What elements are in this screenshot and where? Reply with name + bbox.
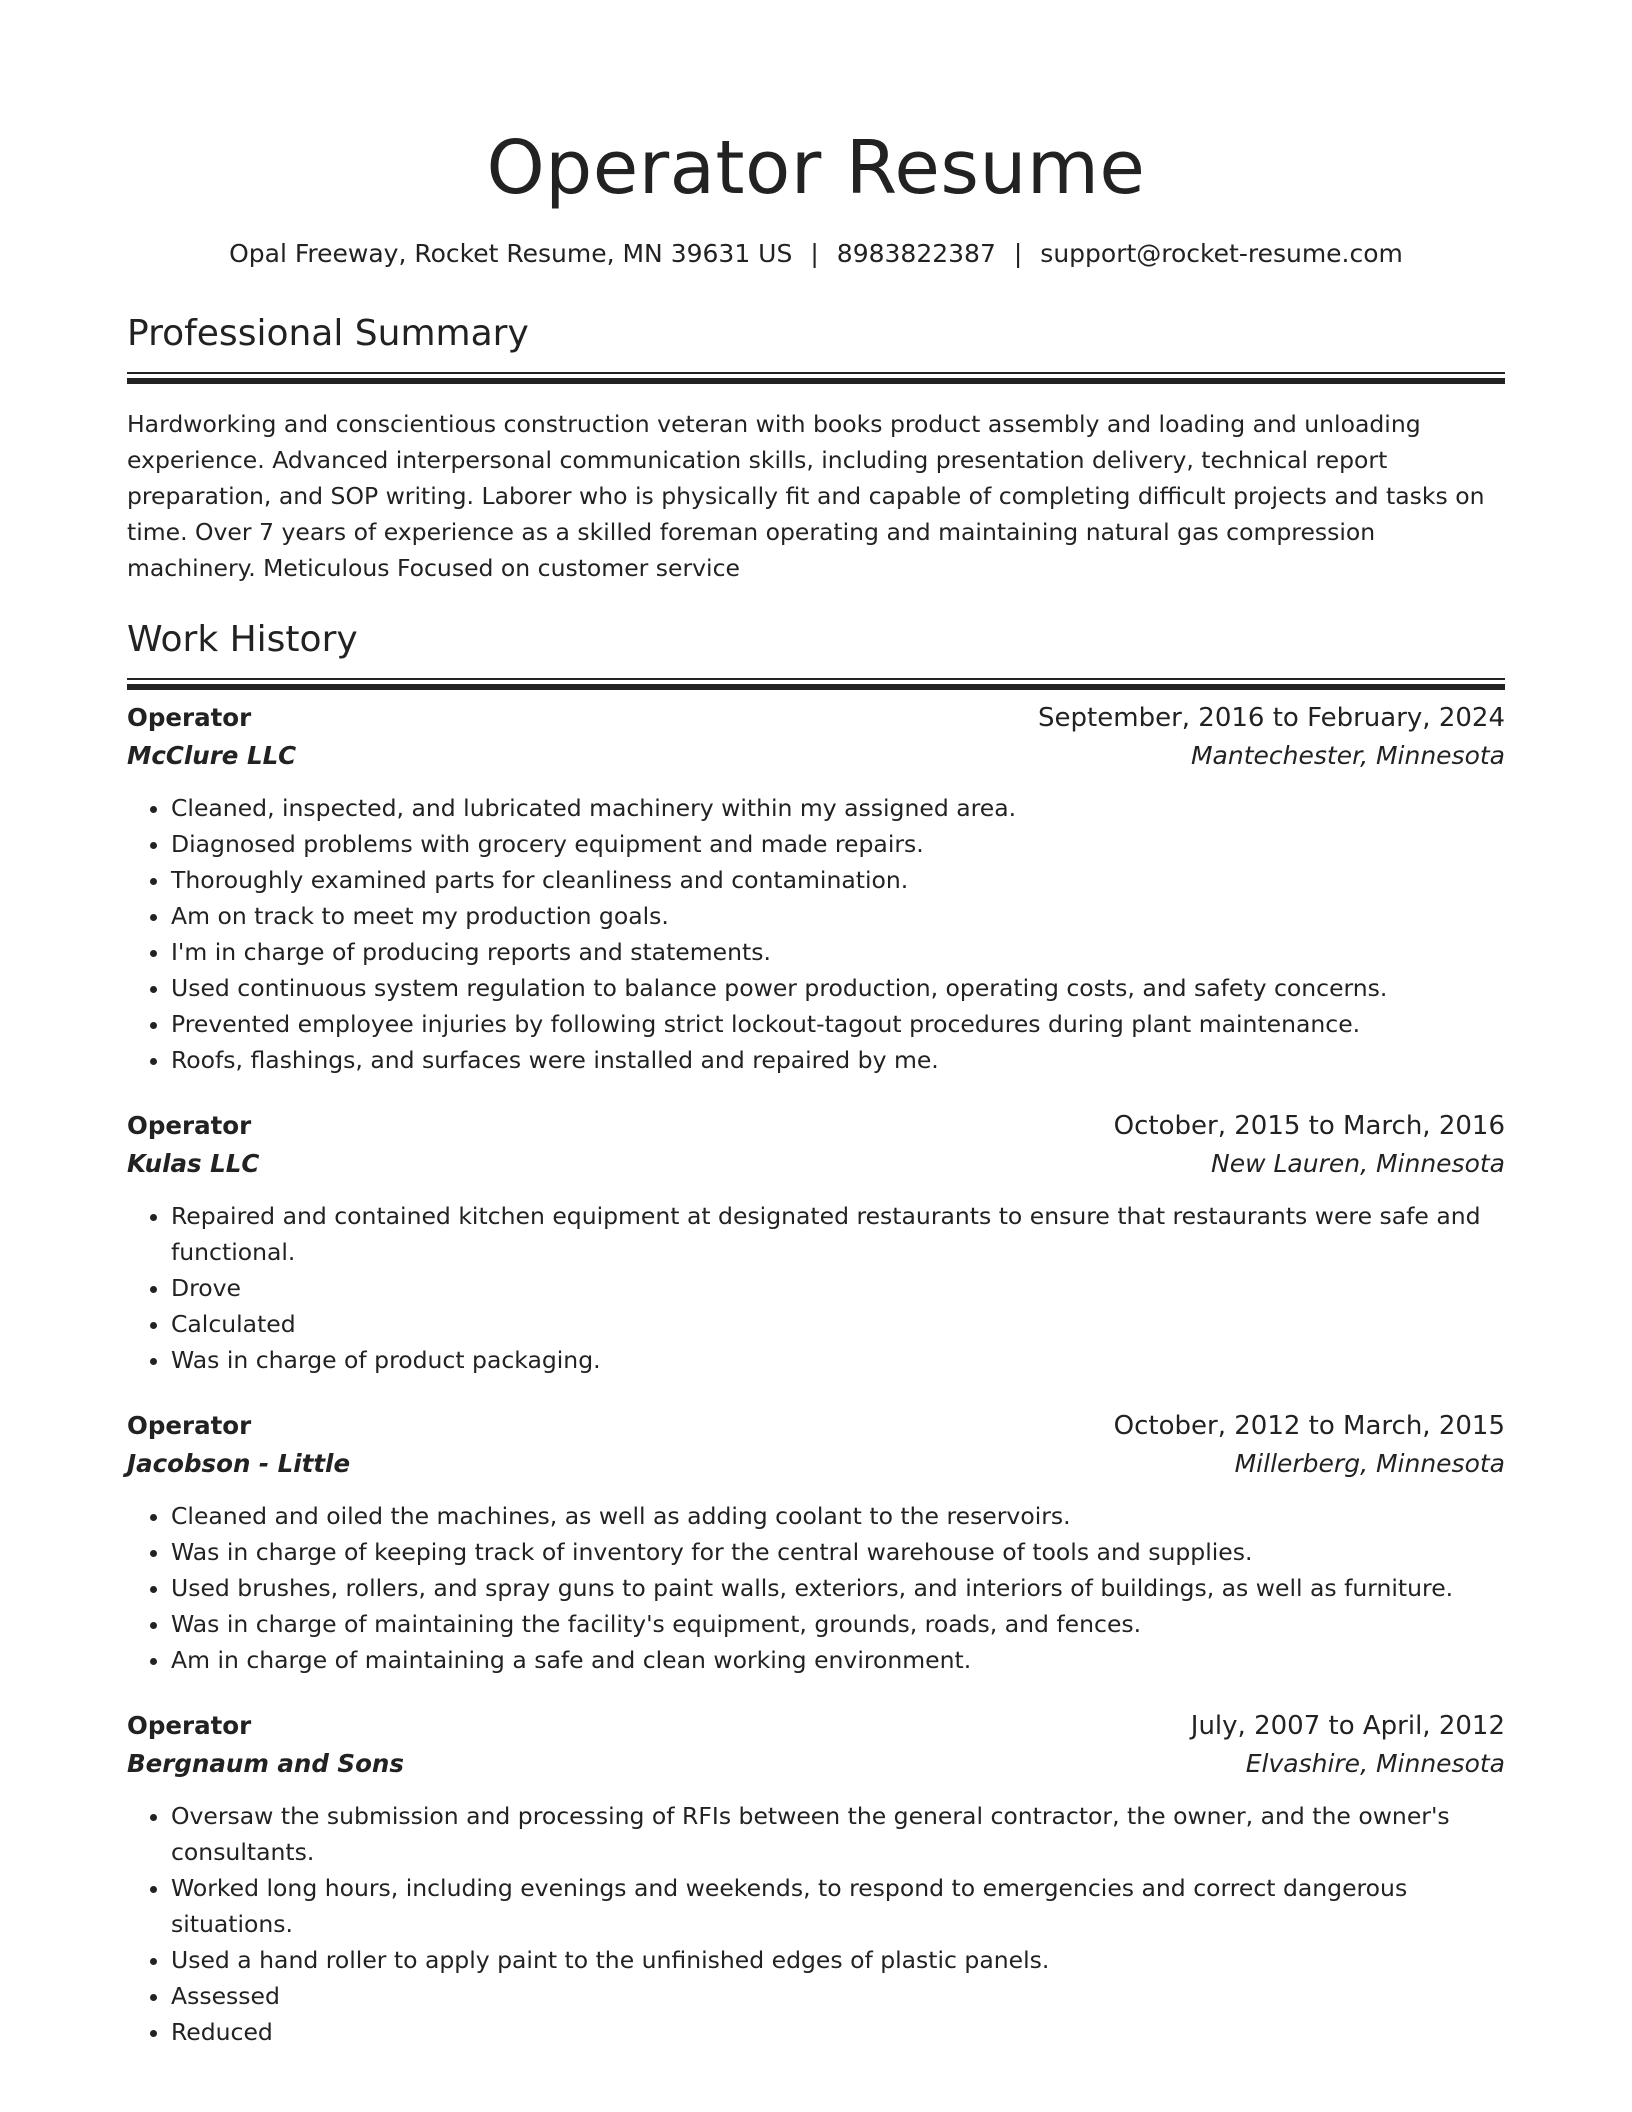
job-title: Operator xyxy=(127,1411,252,1440)
section-heading-work: Work History xyxy=(127,619,358,660)
list-item: • Am in charge of maintaining a safe and clean working environment. xyxy=(171,1642,1505,1678)
job-title: Operator xyxy=(127,703,252,732)
contact-separator: | xyxy=(1013,239,1023,268)
job-dates: October, 2012 to March, 2015 xyxy=(1113,1411,1505,1441)
job-location: Elvashire, Minnesota xyxy=(1245,1749,1505,1778)
job-location: New Lauren, Minnesota xyxy=(1211,1149,1505,1178)
contact-separator: | xyxy=(810,239,819,268)
list-item: • Diagnosed problems with grocery equipment and made repairs. xyxy=(171,826,1505,862)
job-entry xyxy=(127,1708,1505,2050)
job-bullets xyxy=(127,1798,1505,2050)
job-dates: July, 2007 to April, 2012 xyxy=(1190,1711,1505,1741)
job-bullets xyxy=(127,1498,1505,1678)
list-item: • Cleaned, inspected, and lubricated machinery within my assigned area. xyxy=(171,790,1505,826)
list-item: • Calculated xyxy=(171,1306,1505,1342)
list-item: • Prevented employee injuries by following strict lockout-tagout procedures during plant maintenance. xyxy=(171,1006,1505,1042)
job-location: Mantechester, Minnesota xyxy=(1190,741,1505,770)
job-entry xyxy=(127,1108,1505,1378)
professional-summary-section xyxy=(127,310,1505,586)
list-item: • Am on track to meet my production goals. xyxy=(171,898,1505,934)
section-divider xyxy=(127,372,1505,374)
job-company: Bergnaum and Sons xyxy=(127,1749,404,1778)
list-item: • Used a hand roller to apply paint to the unfinished edges of plastic panels. xyxy=(171,1942,1505,1978)
job-company: McClure LLC xyxy=(127,741,297,770)
job-dates: September, 2016 to February, 2024 xyxy=(1038,703,1505,733)
job-location: Millerberg, Minnesota xyxy=(1234,1449,1505,1478)
job-list xyxy=(127,700,1505,2050)
job-bullets xyxy=(127,790,1505,1078)
list-item: • Oversaw the submission and processing of RFIs between the general contractor, the owner, and the owner's consultants. xyxy=(171,1798,1505,1870)
job-dates: October, 2015 to March, 2016 xyxy=(1113,1111,1505,1141)
contact-line xyxy=(127,236,1505,272)
list-item: • Was in charge of maintaining the facility's equipment, grounds, roads, and fences. xyxy=(171,1606,1505,1642)
section-heading-summary: Professional Summary xyxy=(127,313,529,354)
job-entry xyxy=(127,1408,1505,1678)
list-item: • Used brushes, rollers, and spray guns to paint walls, exteriors, and interiors of buildings, as well as furniture. xyxy=(171,1570,1505,1606)
contact-phone: 8983822387 xyxy=(836,239,996,268)
list-item: • Was in charge of product packaging. xyxy=(171,1342,1505,1378)
summary-text: Hardworking and conscientious construction veteran with books product assembly and loading and unloading experience. Advanced interpersonal communication skills, including presentation delivery, technical report preparation, and SOP writing. Laborer who is physically fit and capable of completing difficult projects and tasks on time. Over 7 years of experience as a skilled foreman operating and maintaining natural gas compression machinery. Meticulous Focused on customer service xyxy=(127,410,1485,582)
contact-email[interactable]: support@rocket-resume.com xyxy=(1040,239,1403,268)
contact-address: Opal Freeway, Rocket Resume, MN 39631 US xyxy=(229,239,793,268)
list-item: • Reduced xyxy=(171,2014,1505,2050)
list-item: • Was in charge of keeping track of inventory for the central warehouse of tools and supplies. xyxy=(171,1534,1505,1570)
job-company: Jacobson - Little xyxy=(127,1449,351,1478)
job-entry xyxy=(127,700,1505,1078)
list-item: • Drove xyxy=(171,1270,1505,1306)
job-bullets xyxy=(127,1198,1505,1378)
job-title: Operator xyxy=(127,1111,252,1140)
list-item: • Repaired and contained kitchen equipment at designated restaurants to ensure that restaurants were safe and functional. xyxy=(171,1198,1505,1270)
work-history-section xyxy=(127,616,1505,2050)
list-item: • Worked long hours, including evenings and weekends, to respond to emergencies and correct dangerous situations. xyxy=(171,1870,1505,1942)
list-item: • Roofs, flashings, and surfaces were installed and repaired by me. xyxy=(171,1042,1505,1078)
job-company: Kulas LLC xyxy=(127,1149,260,1178)
list-item: • Used continuous system regulation to balance power production, operating costs, and safety concerns. xyxy=(171,970,1505,1006)
job-title: Operator xyxy=(127,1711,252,1740)
list-item: • I'm in charge of producing reports and statements. xyxy=(171,934,1505,970)
resume-title: Operator Resume xyxy=(486,125,1146,211)
list-item: • Assessed xyxy=(171,1978,1505,2014)
list-item: • Thoroughly examined parts for cleanliness and contamination. xyxy=(171,862,1505,898)
list-item: • Cleaned and oiled the machines, as well as adding coolant to the reservoirs. xyxy=(171,1498,1505,1534)
section-divider xyxy=(127,678,1505,680)
